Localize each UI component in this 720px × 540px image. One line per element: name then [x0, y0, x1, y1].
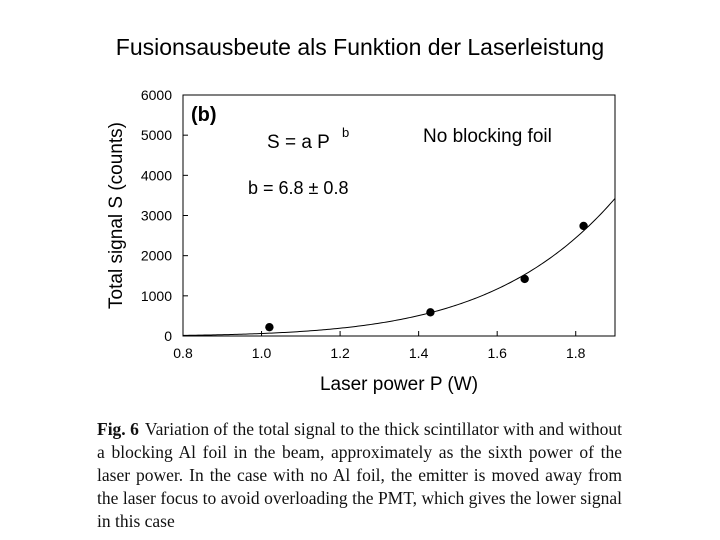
y-tick-label: 5000 [140, 127, 172, 144]
data-point [426, 308, 434, 316]
formula-exponent: b [342, 125, 350, 140]
no-foil-label: No blocking foil [423, 126, 552, 147]
y-tick-label: 1000 [140, 287, 172, 304]
x-tick-label: 0.8 [173, 345, 193, 361]
figure-caption [97, 418, 622, 533]
x-tick-label: 1.2 [330, 345, 350, 361]
x-tick-label: 1.6 [487, 345, 507, 361]
data-point [520, 275, 528, 283]
y-tick-label: 6000 [140, 87, 172, 103]
y-tick-label: 2000 [140, 247, 172, 264]
data-point [265, 323, 273, 331]
plot-area [106, 87, 615, 395]
x-tick-label: 1.8 [565, 345, 586, 361]
caption-label: Fig. 6 [97, 419, 139, 439]
caption-text: Variation of the total signal to the thick scintillator with and without a blocking Al foil in the beam, approximately as the sixth power of the laser power. In the case with no Al foil, the emitter is moved away from the laser focus to avoid overloading the PMT, which gives the lower signal in this case [97, 419, 622, 531]
y-tick-label: 0 [164, 328, 172, 344]
y-tick-label: 3000 [140, 207, 172, 224]
exponent-value-label: b = 6.8 ± 0.8 [248, 178, 349, 198]
x-axis-label: Laser power P (W) [319, 374, 479, 395]
fit-curve [183, 198, 615, 335]
data-point [579, 222, 587, 230]
formula-text: S = a P [267, 132, 330, 153]
y-tick-label: 4000 [140, 167, 172, 184]
y-axis-label: Total signal S (counts) [106, 122, 127, 309]
x-tick-label: 1.4 [408, 345, 429, 361]
panel-label: (b) [191, 104, 217, 126]
slide-title: Fusionsausbeute als Funktion der Laserleistung [115, 34, 605, 60]
x-tick-label: 1.0 [251, 345, 272, 361]
